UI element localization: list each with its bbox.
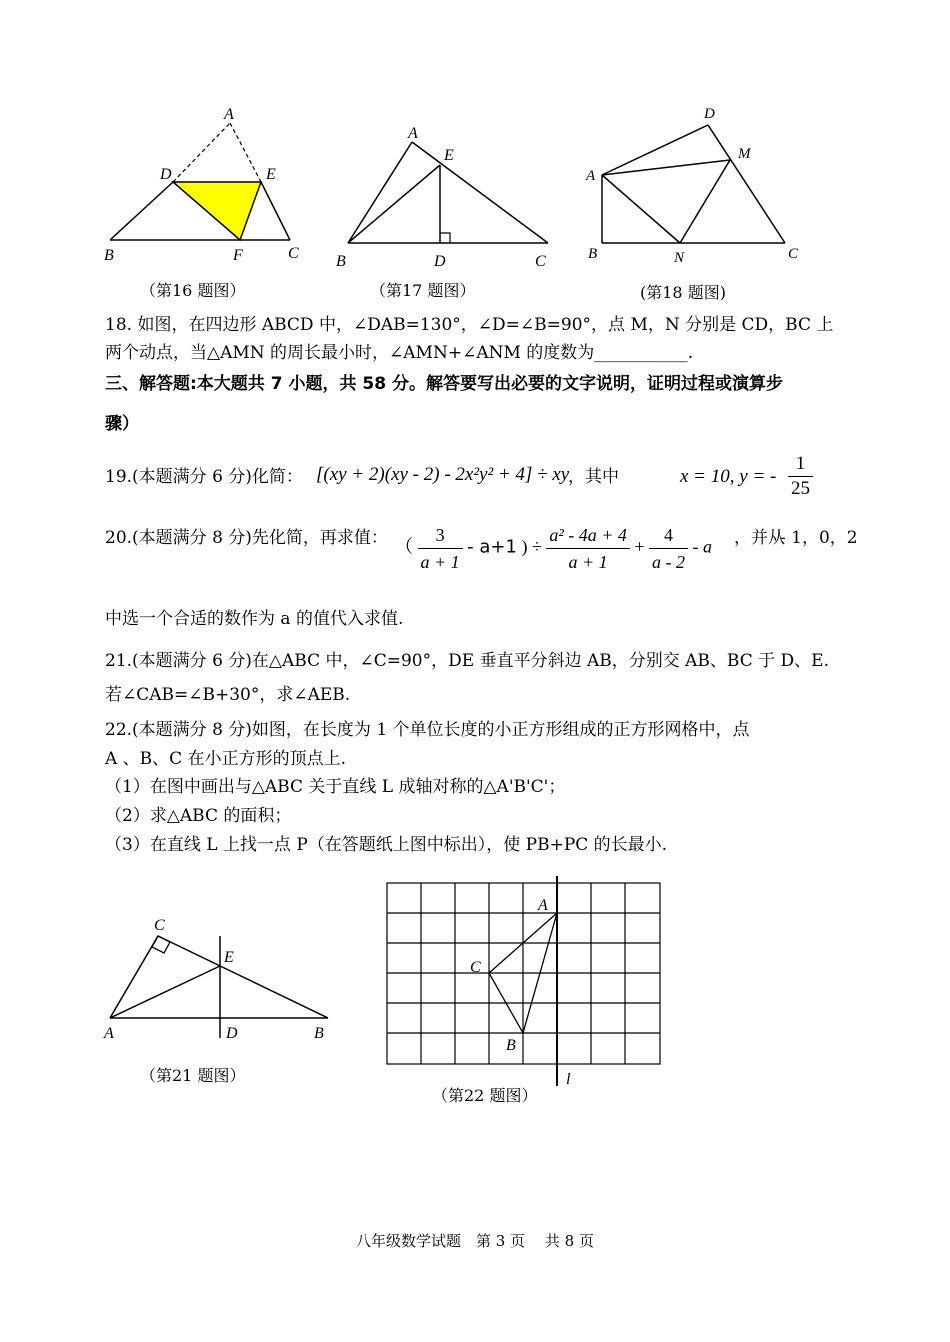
caption-figure-18: (第18 题图) xyxy=(640,283,726,302)
caption-figure-22: （第22 题图） xyxy=(432,1086,538,1105)
q19-frac-den: 25 xyxy=(791,478,810,499)
label-C: C xyxy=(535,253,546,270)
label-B: B xyxy=(336,253,346,270)
q18-line1: 18. 如图，在四边形 ABCD 中，∠DAB=130°，∠D=∠B=90°，点 M，N 分别是 CD，BC 上 xyxy=(105,315,834,335)
q20-suffix: ，并从 xyxy=(734,528,785,548)
q21-line2: 若∠CAB=∠B+30°，求∠AEB. xyxy=(105,685,351,705)
label-D: D xyxy=(434,253,446,270)
label-N: N xyxy=(674,250,685,266)
page-footer: 八年级数学试题 第 3 页 共 8 页 xyxy=(356,1232,594,1250)
q22-item3: （3）在直线 L 上找一点 P（在答题纸上图中标出），使 PB+PC 的长最小. xyxy=(105,835,668,855)
label-B: B xyxy=(506,1037,516,1054)
figure-16 xyxy=(100,105,310,275)
q19-expression: [(xy + 2)(xy - 2) - 2x²y² + 4] ÷ xy xyxy=(316,464,570,485)
q19-frac-num: 1 xyxy=(788,452,813,477)
figure-22 xyxy=(380,876,670,1091)
shaded-triangle-DEF xyxy=(173,182,261,240)
label-D: D xyxy=(226,1025,238,1042)
q22-line1: 22.(本题满分 8 分)如图，在长度为 1 个单位长度的小正方形组成的正方形网格中，点 xyxy=(105,720,750,740)
q19-condition: x = 10, y = - xyxy=(680,466,777,487)
q19-mid: ，其中 xyxy=(568,467,619,487)
label-D: D xyxy=(704,106,715,122)
label-A: A xyxy=(586,168,596,184)
label-C: C xyxy=(470,959,481,976)
label-B: B xyxy=(588,246,598,262)
q20-frac2: $\frac{\text{a² - 4a + 4}}{a + 1}$ xyxy=(546,522,630,575)
label-l: l xyxy=(566,1071,571,1088)
caption-figure-21: （第21 题图） xyxy=(140,1066,246,1085)
q20-frac3: $\frac{4}{a - 2}$ xyxy=(649,522,688,575)
label-E: E xyxy=(444,147,454,164)
q20-values: - 1，0，2 xyxy=(780,528,858,548)
q19-fraction xyxy=(788,452,813,501)
label-C: C xyxy=(288,245,299,262)
label-E: E xyxy=(266,166,276,183)
figure-17 xyxy=(330,118,560,273)
caption-figure-16: （第16 题图） xyxy=(140,281,246,300)
section3-heading-line2: 骤） xyxy=(105,414,139,434)
label-A: A xyxy=(224,106,234,123)
grid xyxy=(387,883,660,1064)
label-D: D xyxy=(160,166,172,183)
q20-expression: （ $\frac{3}{a + 1}$ - a+1 ) ÷ $\frac{\text{a² - 4a + 4}}{a + 1}$ + $\frac{4}{a - 2}$ - a xyxy=(395,522,712,575)
q20-frac1: $\frac{3}{a + 1}$ xyxy=(418,522,463,575)
q19-prefix: 19.(本题满分 6 分)化简： xyxy=(105,467,303,487)
label-A: A xyxy=(538,897,548,914)
q22-item2: （2）求△ABC 的面积； xyxy=(105,806,292,826)
q22-item1: （1）在图中画出与△ABC 关于直线 L 成轴对称的△A'B'C'； xyxy=(105,777,566,797)
label-B: B xyxy=(104,247,114,264)
q22-line2: A 、B、C 在小正方形的顶点上. xyxy=(105,749,346,769)
section3-heading-line1: 三、解答题:本大题共 7 小题，共 58 分。解答要写出必要的文字说明，证明过程或演算步 xyxy=(105,374,783,394)
label-F: F xyxy=(233,247,243,264)
label-M: M xyxy=(738,146,751,162)
q21-line1: 21.(本题满分 6 分)在△ABC 中，∠C=90°，DE 垂直平分斜边 AB，分别交 AB、BC 于 D、E. xyxy=(105,651,829,671)
q18-line2: 两个动点，当△AMN 的周长最小时，∠AMN+∠ANM 的度数为___________. xyxy=(105,343,694,363)
label-A: A xyxy=(104,1025,114,1042)
q20-prefix: 20.(本题满分 8 分)先化简，再求值： xyxy=(105,528,388,548)
label-C: C xyxy=(154,917,165,934)
figure-18 xyxy=(580,100,810,270)
q20-line2: 中选一个合适的数作为 a 的值代入求值. xyxy=(105,609,404,629)
label-C: C xyxy=(788,246,799,262)
label-E: E xyxy=(224,949,234,966)
label-B: B xyxy=(314,1025,324,1042)
label-A: A xyxy=(408,125,418,142)
figure-21 xyxy=(100,908,340,1048)
caption-figure-17: （第17 题图） xyxy=(370,281,476,300)
